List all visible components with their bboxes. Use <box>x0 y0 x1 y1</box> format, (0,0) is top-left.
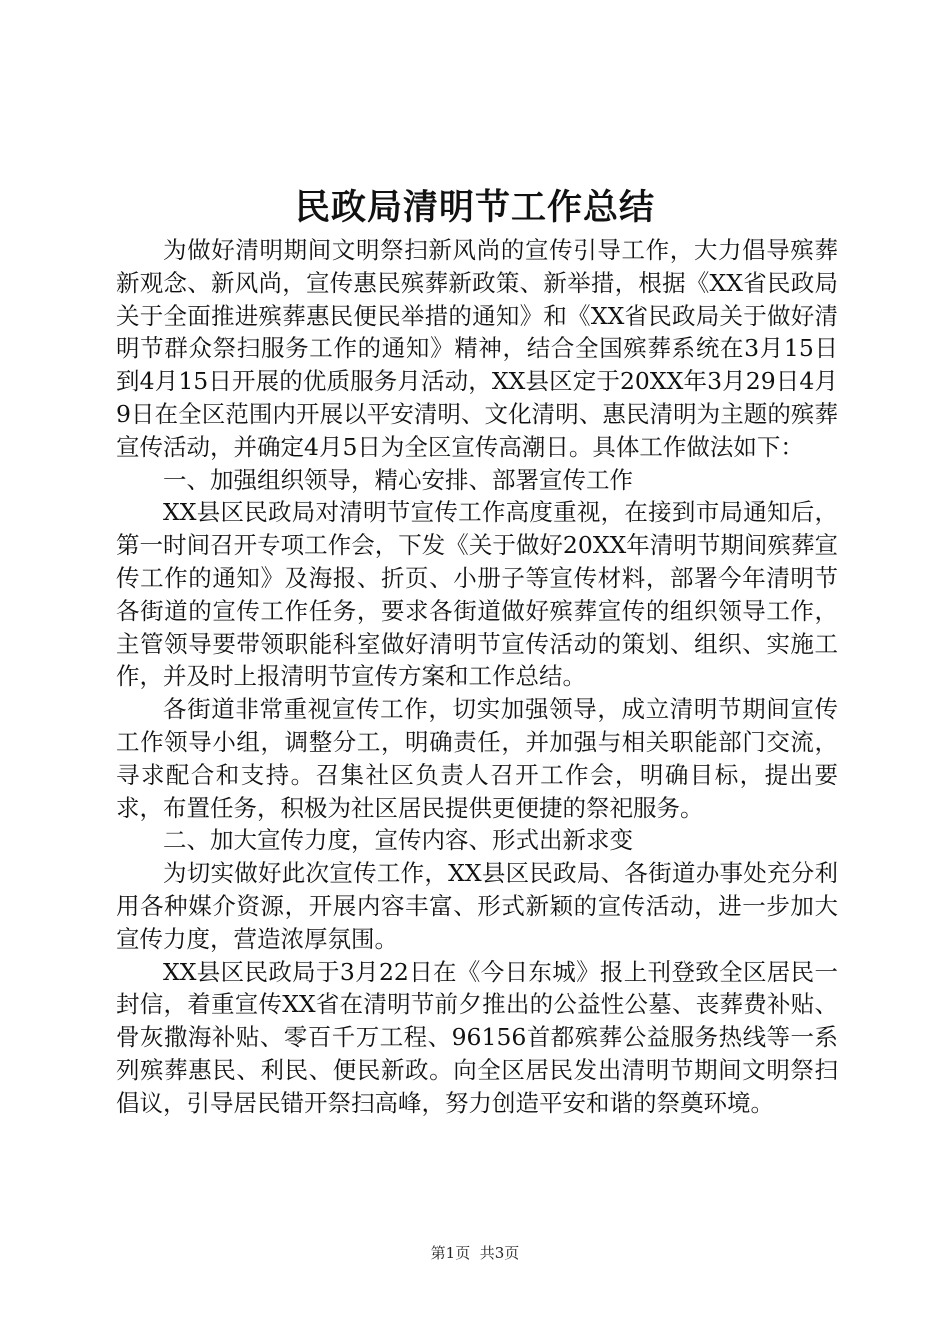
body-paragraph: 为切实做好此次宣传工作，XX县区民政局、各街道办事处充分利用各种媒介资源，开展内容丰富、形式新颖的宣传活动，进一步加大宣传力度，营造浓厚氛围。 <box>116 859 838 953</box>
page-number: 第1页 <box>430 1244 471 1262</box>
document-body <box>116 234 838 1120</box>
page-footer <box>0 1242 950 1264</box>
section-heading-1: 一、加强组织领导，精心安排、部署宣传工作 <box>163 465 633 494</box>
body-paragraph: XX县区民政局对清明节宣传工作高度重视，在接到市局通知后，第一时间召开专项工作会，下发《关于做好20XX年清明节期间殡葬宣传工作的通知》及海报、折页、小册子等宣传材料，部署今年清明节各街道的宣传工作任务，要求各街道做好殡葬宣传的组织领导工作，主管领导要带领职能科室做好清明节宣传活动的策划、组织、实施工作，并及时上报清明节宣传方案和工作总结。 <box>116 498 838 691</box>
body-paragraph: 各街道非常重视宣传工作，切实加强领导，成立清明节期间宣传工作领导小组，调整分工，明确责任，并加强与相关职能部门交流，寻求配合和支持。召集社区负责人召开工作会，明确目标，提出要求，布置任务，积极为社区居民提供更便捷的祭祀服务。 <box>116 695 838 822</box>
section-heading-2: 二、加大宣传力度，宣传内容、形式出新求变 <box>163 826 633 855</box>
document-title: 民政局清明节工作总结 <box>294 187 655 228</box>
page-total: 共3页 <box>479 1244 520 1262</box>
intro-paragraph: 为做好清明期间文明祭扫新风尚的宣传引导工作，大力倡导殡葬新观念、新风尚，宣传惠民殡葬新政策、新举措，根据《XX省民政局关于全面推进殡葬惠民便民举措的通知》和《XX省民政局关于做好清明节群众祭扫服务工作的通知》精神，结合全国殡葬系统在3月15日到4月15日开展的优质服务月活动，XX县区定于20XX年3月29日4月9日在全区范围内开展以平安清明、文化清明、惠民清明为主题的殡葬宣传活动，并确定4月5日为全区宣传高潮日。具体工作做法如下： <box>116 236 838 461</box>
body-paragraph: XX县区民政局于3月22日在《今日东城》报上刊登致全区居民一封信，着重宣传XX省在清明节前夕推出的公益性公墓、丧葬费补贴、骨灰撒海补贴、零百千万工程、96156首都殡葬公益服务热线等一系列殡葬惠民、利民、便民新政。向全区居民发出清明节期间文明祭扫倡议，引导居民错开祭扫高峰，努力创造平安和谐的祭奠环境。 <box>116 957 838 1117</box>
